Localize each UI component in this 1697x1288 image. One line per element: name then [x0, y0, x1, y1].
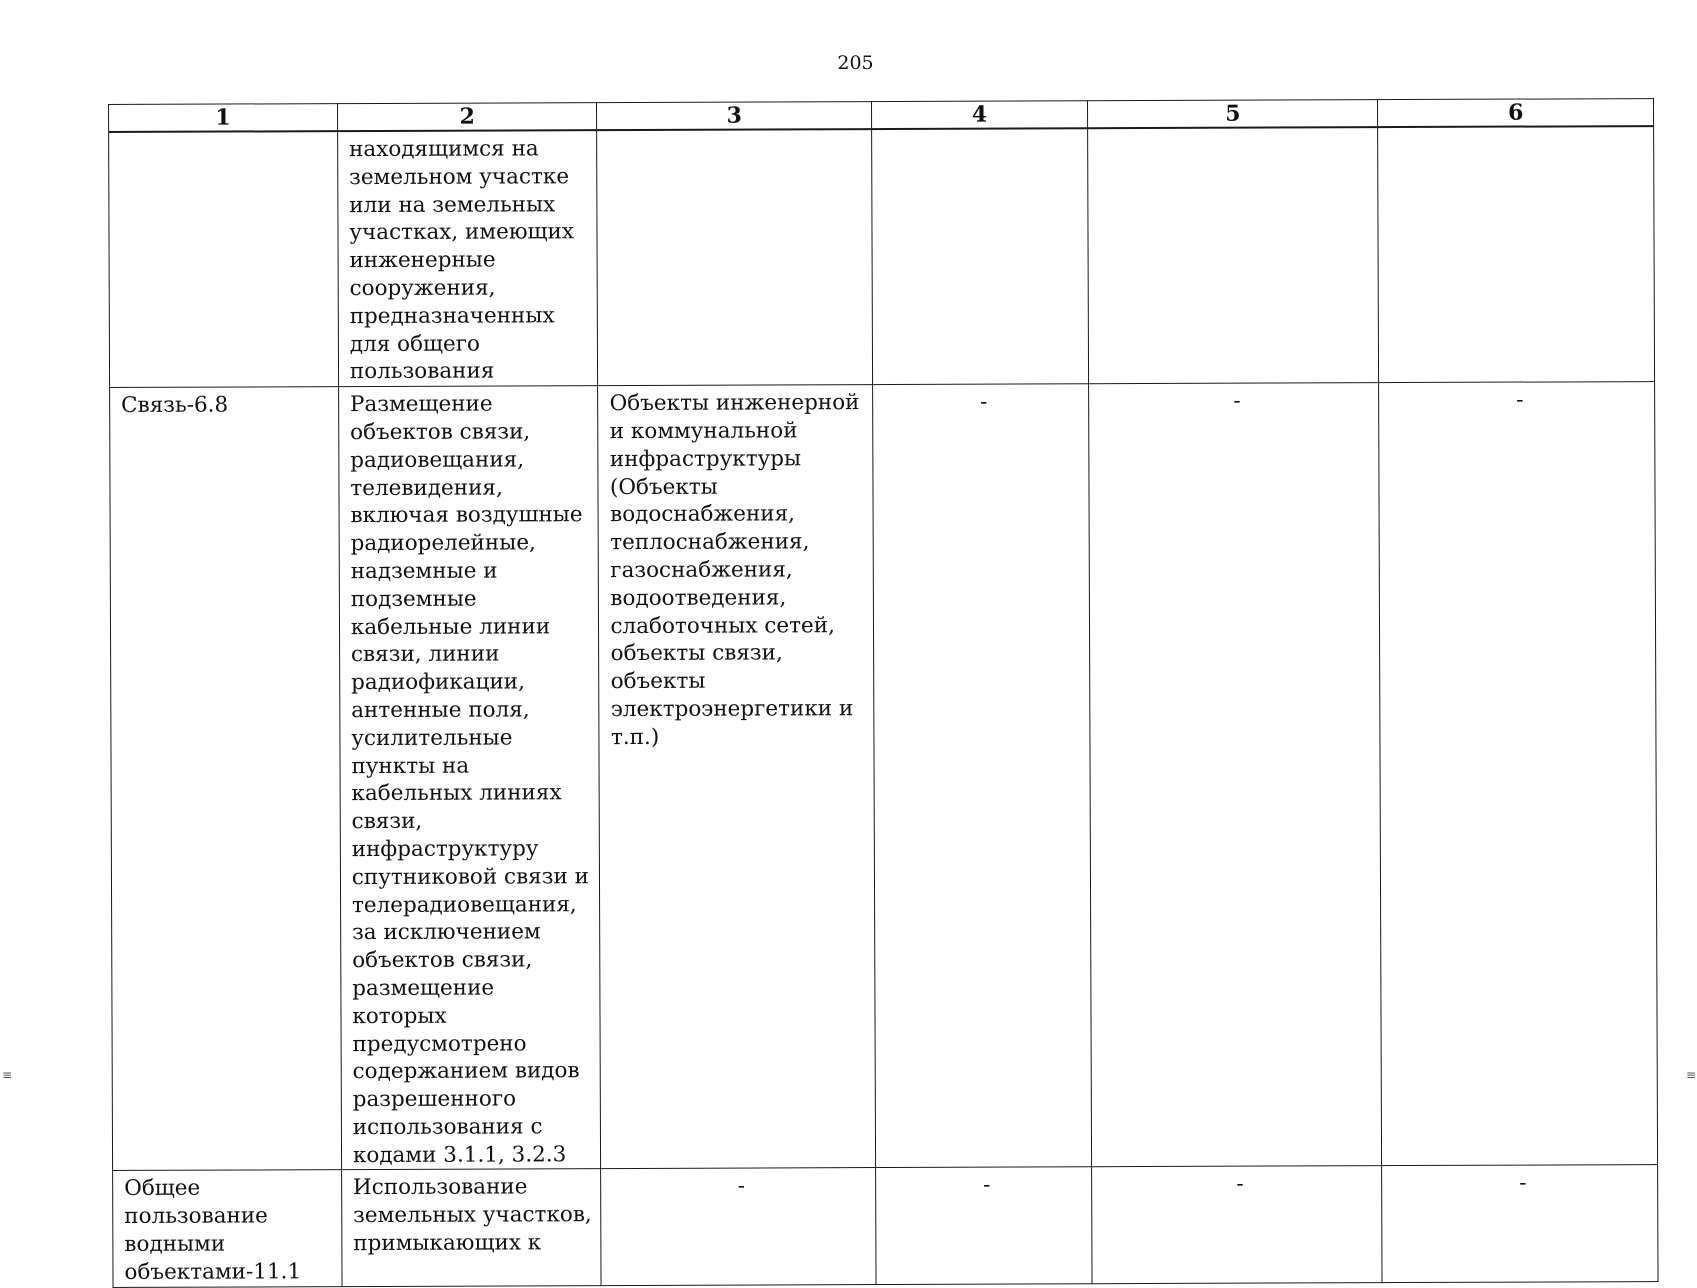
- table-cell: находящимся на земельном участке или на земельных участках, имеющих инженерные сооружения, предназначенных для общего пользования: [337, 130, 598, 387]
- table-cell: [1088, 127, 1379, 384]
- table-cell: [109, 131, 339, 388]
- land-use-table: [108, 98, 1659, 1288]
- column-header-5: 5: [1088, 100, 1378, 129]
- column-header-3: 3: [597, 102, 872, 131]
- table-cell: -: [1382, 1165, 1658, 1282]
- scan-edge-mark-left: ≡: [2, 1068, 13, 1082]
- table-cell: Размещение объектов связи, радиовещания, телевидения, включая воздушные радиорелейные, надземные и подземные кабельные линии связи, линии радиофикации, антенные поля, усилительные пункты на кабельных линиях связи, инфраструктуру спутниковой связи и телерадиовещания, за исключением объектов связи, размещение которых предусмотрено содержанием видов разрешенного использования с кодами 3.1.1, 3.2.3: [338, 386, 601, 1170]
- scan-edge-mark-right: ≡: [1686, 1068, 1697, 1082]
- table-cell: -: [876, 1167, 1093, 1284]
- table-cell: [597, 129, 872, 386]
- table-cell: -: [601, 1168, 876, 1285]
- column-header-1: 1: [109, 104, 338, 132]
- table-row: [110, 382, 1658, 1171]
- table-cell: -: [1092, 1166, 1383, 1283]
- column-header-6: 6: [1378, 99, 1654, 128]
- table-cell: -: [873, 384, 1092, 1168]
- column-header-4: 4: [871, 101, 1087, 129]
- table-cell: [872, 128, 1089, 385]
- table-cell: Общее пользование водными объектами-11.1: [113, 1170, 342, 1287]
- page-number: 205: [837, 52, 874, 74]
- table-cell: Связь-6.8: [110, 387, 342, 1171]
- table-cell: Использование земельных участков, примыкающих к: [341, 1169, 601, 1286]
- table-row: [109, 126, 1655, 388]
- column-header-2: 2: [337, 103, 597, 131]
- table-row: [113, 1165, 1658, 1287]
- table-cell: Объекты инженерной и коммунальной инфраструктуры (Объекты водоснабжения, теплоснабжения, газоснабжения, водоотведения, слаботочных сетей, объекты связи, объекты электроэнергетики и т.п.): [598, 385, 875, 1169]
- table-cell: -: [1379, 382, 1658, 1166]
- table-cell: -: [1089, 383, 1382, 1167]
- table-cell: [1378, 126, 1655, 383]
